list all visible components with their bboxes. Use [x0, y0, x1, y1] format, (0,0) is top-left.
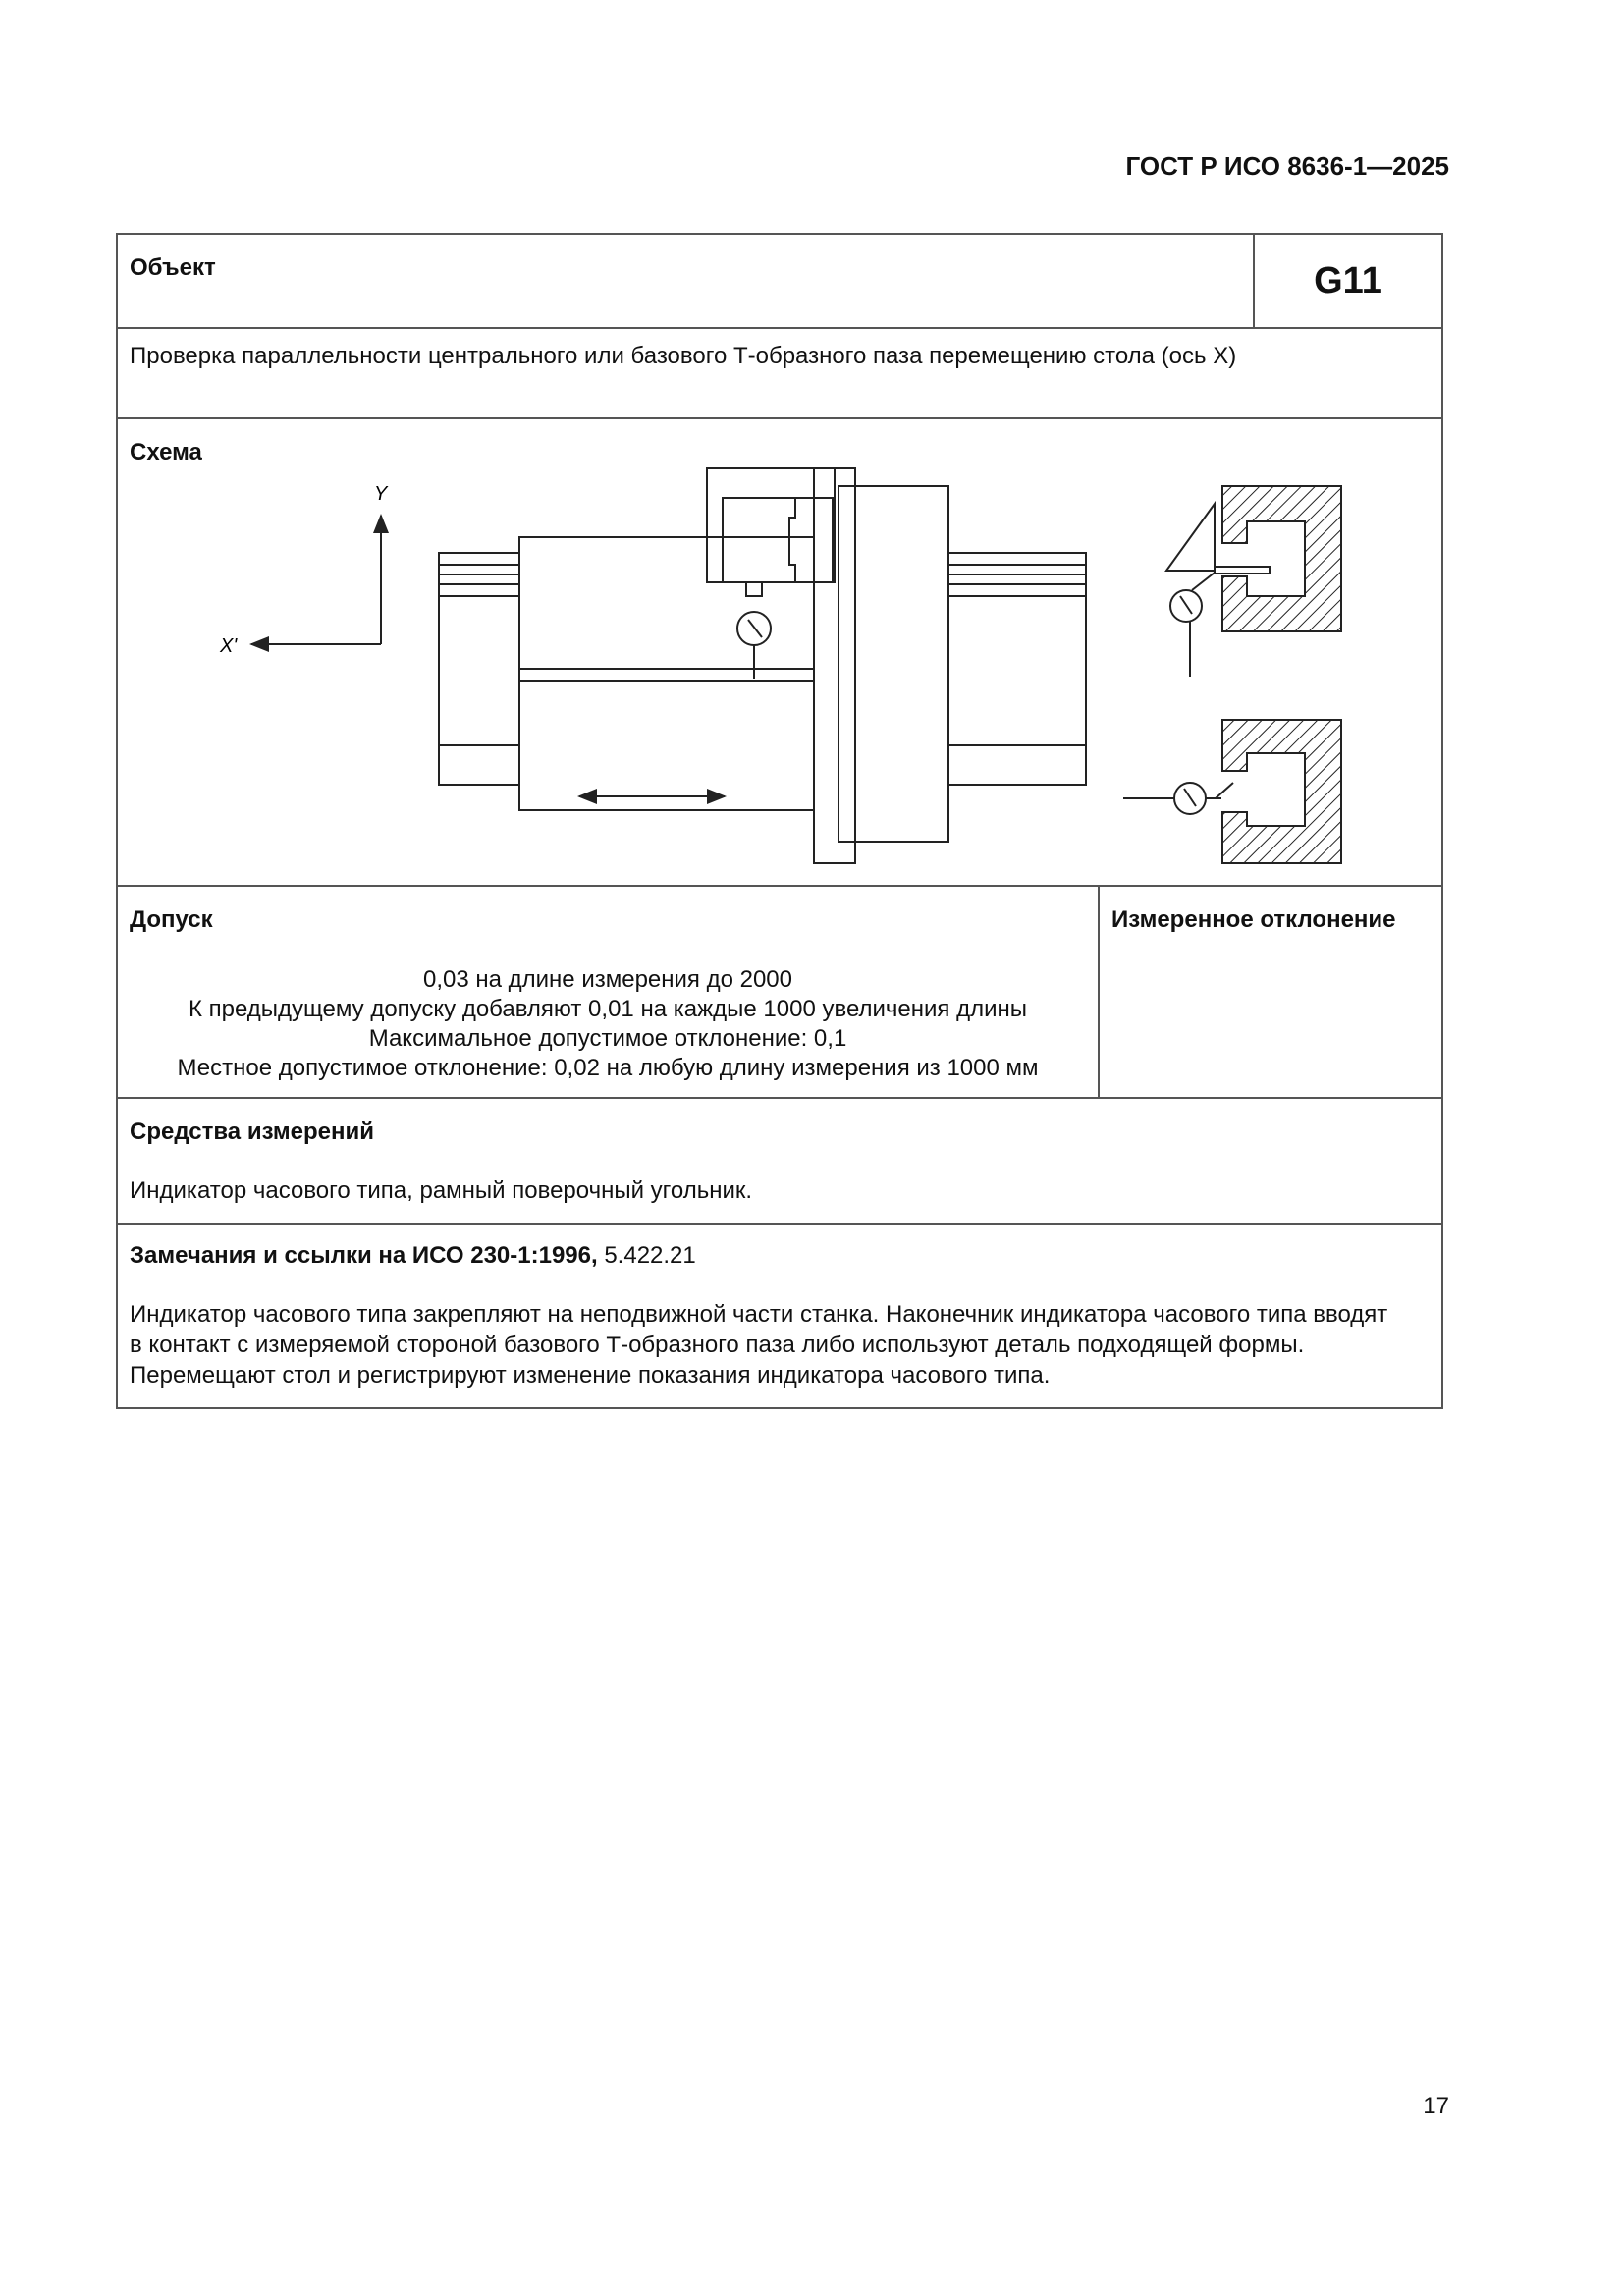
scheme-label: Схема: [130, 439, 202, 465]
axis-x-label: X': [220, 635, 238, 657]
notes-line: Индикатор часового типа закрепляют на неподвижной части станка. Наконечник индикатора часового типа вводят: [130, 1301, 1388, 1328]
tolerance-line: Местное допустимое отклонение: 0,02 на любую длину измерения из 1000 мм: [177, 1055, 1039, 1081]
t-slot-section-top: [1166, 486, 1341, 677]
scheme-diagram: [118, 419, 1441, 885]
object-row: [118, 235, 1441, 329]
machine-table-drawing: [439, 468, 1086, 863]
instruments-row: [118, 1099, 1441, 1225]
coordinate-axes: [251, 516, 381, 644]
notes-line: в контакт с измеряемой стороной базового Т-образного паза либо используют деталь подходящей формы.: [130, 1332, 1305, 1358]
page-number: 17: [1423, 2093, 1449, 2119]
tolerance-line: Максимальное допустимое отклонение: 0,1: [368, 1025, 847, 1052]
notes-label: Замечания и ссылки на ИСО 230-1:1996,: [130, 1242, 598, 1269]
object-label: Объект: [130, 254, 216, 281]
scheme-row: [118, 419, 1441, 887]
tolerance-label: Допуск: [130, 906, 213, 933]
instruments-label: Средства измерений: [130, 1119, 375, 1145]
measured-deviation-label: Измеренное отклонение: [1111, 906, 1396, 933]
notes-row: [118, 1225, 1441, 1407]
tolerance-line: К предыдущему допуску добавляют 0,01 на каждые 1000 увеличения длины: [188, 996, 1027, 1022]
test-sheet: [116, 233, 1443, 1409]
notes-text: [130, 1299, 1434, 1391]
axis-y-label: Y: [374, 483, 388, 505]
test-code: G11: [1253, 235, 1441, 329]
standard-code: ГОСТ Р ИСО 8636-1—2025: [1125, 151, 1449, 181]
notes-heading: [130, 1242, 696, 1270]
tolerance-row: [118, 887, 1441, 1099]
instruments-text: Индикатор часового типа, рамный поверочный угольник.: [130, 1177, 753, 1204]
notes-line: Перемещают стол и регистрируют изменение показания индикатора часового типа.: [130, 1362, 1051, 1389]
notes-reference: 5.422.21: [597, 1242, 696, 1269]
object-description: Проверка параллельности центрального или базового Т-образного паза перемещению стола (ось X): [130, 343, 1237, 369]
object-description-row: [118, 329, 1441, 419]
tolerance-line: 0,03 на длине измерения до 2000: [422, 966, 793, 993]
tolerance-cell: [118, 887, 1100, 1097]
tolerance-values: [118, 965, 1098, 1083]
measured-deviation-cell: [1100, 887, 1441, 1097]
t-slot-section-bottom: [1123, 720, 1341, 863]
